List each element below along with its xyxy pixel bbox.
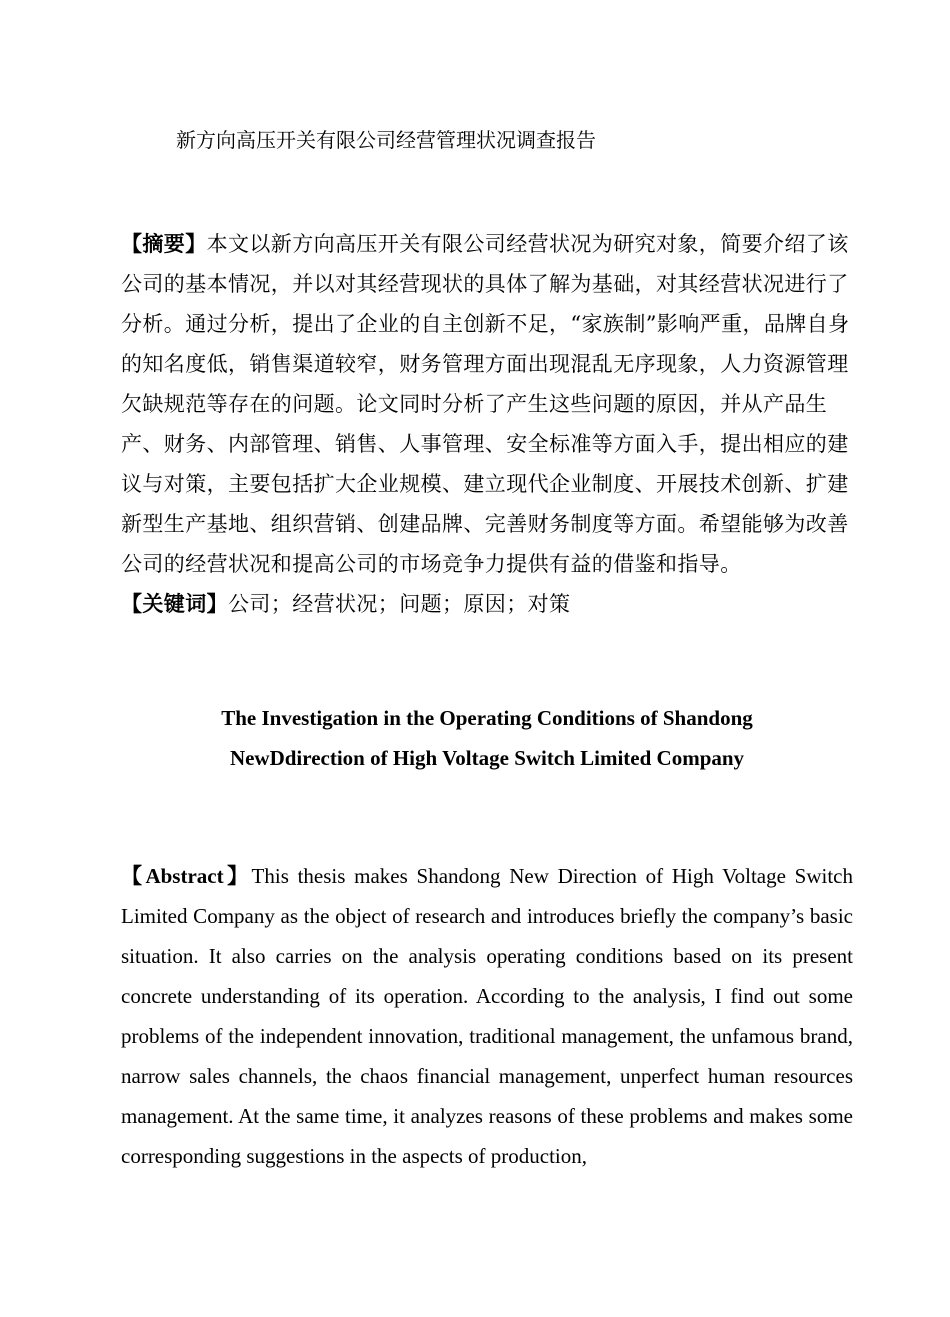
english-title-line-1: The Investigation in the Operating Conditions of Shandong (221, 706, 753, 730)
english-title (121, 698, 853, 778)
chinese-keywords-label: 【关键词】 (121, 591, 228, 616)
chinese-title: 新方向高压开关有限公司经营管理状况调查报告 (176, 128, 596, 152)
english-abstract-text: This thesis makes Shandong New Direction of High Voltage Switch Limited Company as the object of research and introduces briefly the company’s basic situation. It also carries on the analysis operating conditions based on its present concrete understanding of its operation. According to the analysis, I find out some problems of the independent innovation, traditional management, the unfamous brand, narrow sales channels, the chaos financial management, unperfect human resources management. At the same time, it analyzes reasons of these problems and makes some corresponding suggestions in the aspects of production, (121, 864, 853, 1168)
english-title-line-2: NewDdirection of High Voltage Switch Limited Company (229, 746, 745, 770)
chinese-keywords-text: 公司；经营状况；问题；原因；对策 (228, 592, 571, 616)
english-abstract-paragraph (121, 856, 853, 1176)
chinese-abstract-section (121, 224, 853, 624)
chinese-abstract-label: 【摘要】 (121, 231, 207, 256)
chinese-abstract-paragraph (121, 224, 853, 584)
chinese-keywords-paragraph (121, 584, 853, 624)
chinese-abstract-text: 本文以新方向高压开关有限公司经营状况为研究对象，简要介绍了该公司的基本情况，并以对其经营现状的具体了解为基础，对其经营状况进行了分析。通过分析，提出了企业的自主创新不足，“家族制”影响严重，品牌自身的知名度低，销售渠道较窄，财务管理方面出现混乱无序现象，人力资源管理欠缺规范等存在的问题。论文同时分析了产生这些问题的原因，并从产品生产、财务、内部管理、销售、人事管理、安全标准等方面入手，提出相应的建议与对策，主要包括扩大企业规模、建立现代企业制度、开展技术创新、扩建新型生产基地、组织营销、创建品牌、完善财务制度等方面。希望能够为改善公司的经营状况和提高公司的市场竞争力提供有益的借鉴和指导。 (121, 232, 850, 576)
english-abstract-label: 【Abstract】 (121, 864, 252, 888)
